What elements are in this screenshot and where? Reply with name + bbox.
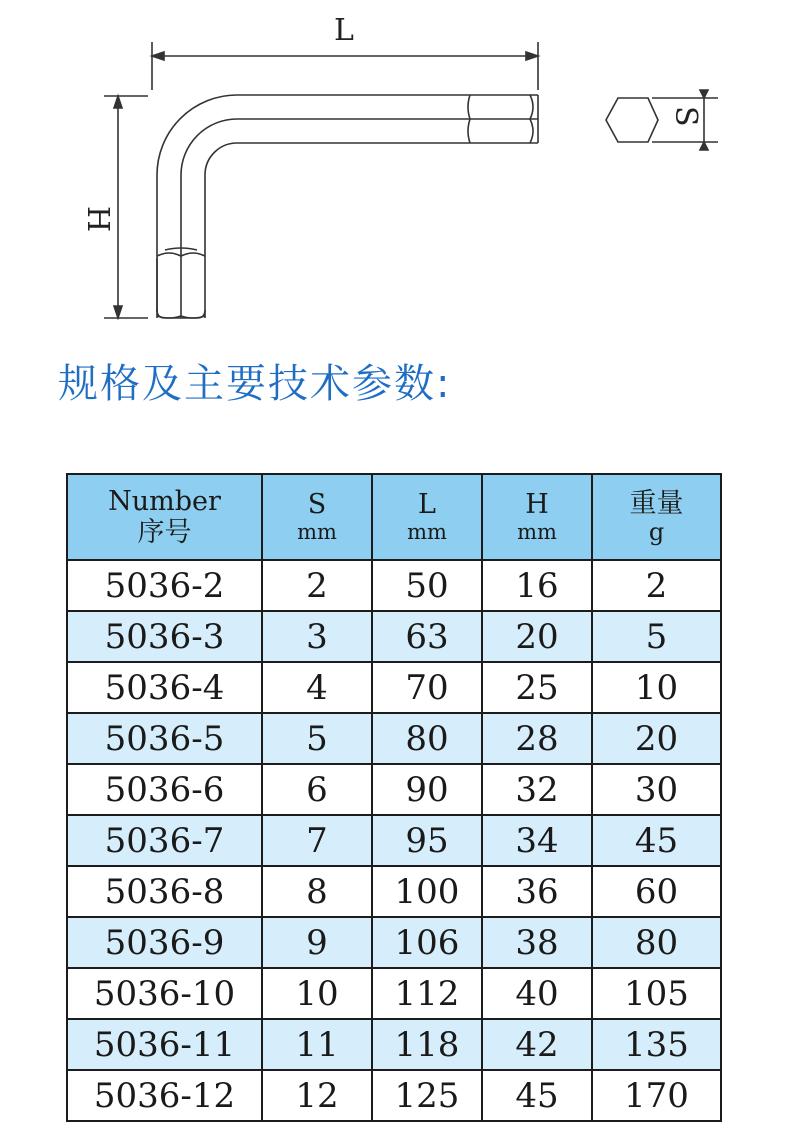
cell-l: 70 <box>372 662 482 713</box>
cell-l: 63 <box>372 611 482 662</box>
dimension-label-height: H <box>80 206 115 233</box>
spec-heading: 规格及主要技术参数: <box>58 361 452 407</box>
cell-h: 32 <box>482 764 592 815</box>
header-l: L mm <box>372 474 482 560</box>
table-row <box>67 866 721 917</box>
cell-h: 40 <box>482 968 592 1019</box>
header-weight: 重量 g <box>592 474 721 560</box>
cell-weight: 10 <box>592 662 721 713</box>
cell-weight: 30 <box>592 764 721 815</box>
cell-l: 50 <box>372 560 482 611</box>
cell-weight: 170 <box>592 1070 721 1121</box>
cell-weight: 45 <box>592 815 721 866</box>
header-number: Number 序号 <box>67 474 262 560</box>
cell-weight: 2 <box>592 560 721 611</box>
header-h: H mm <box>482 474 592 560</box>
cell-s: 2 <box>262 560 372 611</box>
spec-table <box>66 473 722 1122</box>
cell-s: 7 <box>262 815 372 866</box>
cell-s: 3 <box>262 611 372 662</box>
cell-l: 106 <box>372 917 482 968</box>
cell-weight: 5 <box>592 611 721 662</box>
cell-h: 25 <box>482 662 592 713</box>
cell-weight: 80 <box>592 917 721 968</box>
cell-h: 16 <box>482 560 592 611</box>
cell-s: 5 <box>262 713 372 764</box>
table-row <box>67 1019 721 1070</box>
cell-s: 6 <box>262 764 372 815</box>
cell-s: 10 <box>262 968 372 1019</box>
dimension-label-length: L <box>334 13 354 48</box>
table-row <box>67 611 721 662</box>
cell-number: 5036-3 <box>67 611 262 662</box>
cell-number: 5036-11 <box>67 1019 262 1070</box>
cell-number: 5036-8 <box>67 866 262 917</box>
cell-number: 5036-4 <box>67 662 262 713</box>
cell-h: 42 <box>482 1019 592 1070</box>
cell-s: 12 <box>262 1070 372 1121</box>
cell-h: 36 <box>482 866 592 917</box>
cell-number: 5036-5 <box>67 713 262 764</box>
table-row <box>67 815 721 866</box>
cell-weight: 105 <box>592 968 721 1019</box>
cell-l: 112 <box>372 968 482 1019</box>
cell-number: 5036-9 <box>67 917 262 968</box>
cell-number: 5036-7 <box>67 815 262 866</box>
cell-number: 5036-12 <box>67 1070 262 1121</box>
cell-l: 118 <box>372 1019 482 1070</box>
cell-number: 5036-2 <box>67 560 262 611</box>
cell-l: 95 <box>372 815 482 866</box>
cell-l: 125 <box>372 1070 482 1121</box>
cell-h: 20 <box>482 611 592 662</box>
cell-s: 8 <box>262 866 372 917</box>
table-row <box>67 662 721 713</box>
hex-key-diagram <box>0 0 790 340</box>
cell-s: 11 <box>262 1019 372 1070</box>
cell-l: 100 <box>372 866 482 917</box>
header-s: S mm <box>262 474 372 560</box>
table-row <box>67 713 721 764</box>
cell-number: 5036-10 <box>67 968 262 1019</box>
dimension-label-size: S <box>668 106 703 127</box>
cell-h: 45 <box>482 1070 592 1121</box>
table-row <box>67 917 721 968</box>
table-row <box>67 560 721 611</box>
cell-weight: 20 <box>592 713 721 764</box>
table-header-row <box>67 474 721 560</box>
cell-h: 28 <box>482 713 592 764</box>
table-row <box>67 764 721 815</box>
cell-s: 9 <box>262 917 372 968</box>
cell-weight: 60 <box>592 866 721 917</box>
cell-s: 4 <box>262 662 372 713</box>
cell-h: 38 <box>482 917 592 968</box>
table-body <box>67 560 721 1121</box>
cell-number: 5036-6 <box>67 764 262 815</box>
cell-l: 80 <box>372 713 482 764</box>
table-row <box>67 968 721 1019</box>
cell-weight: 135 <box>592 1019 721 1070</box>
cell-h: 34 <box>482 815 592 866</box>
cell-l: 90 <box>372 764 482 815</box>
table-row <box>67 1070 721 1121</box>
